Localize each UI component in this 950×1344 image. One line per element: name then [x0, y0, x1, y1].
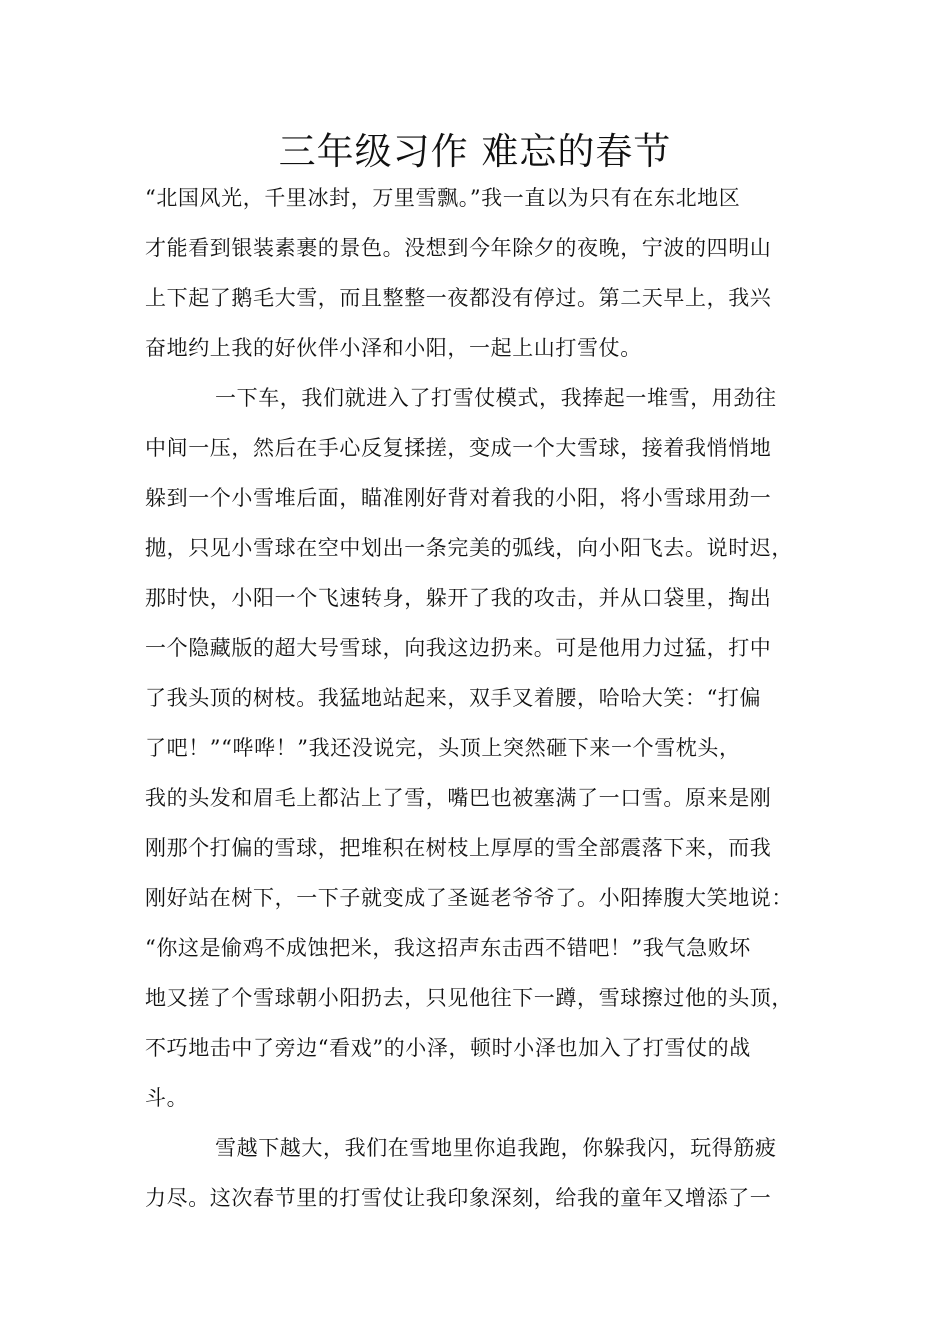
- text-line: 刚那个打偏的雪球，把堆积在树枝上厚厚的雪全部震落下来，而我: [145, 836, 772, 860]
- text-line: 奋地约上我的好伙伴小泽和小阳，一起上山打雪仗。: [145, 336, 642, 360]
- text-line: 那时快，小阳一个飞速转身，躲开了我的攻击，并从口袋里，掏出: [145, 586, 772, 610]
- paragraph-first-line: 一下车，我们就进入了打雪仗模式，我捧起一堆雪，用劲往: [215, 386, 777, 410]
- text-line: 中间一压，然后在手心反复揉搓，变成一个大雪球，接着我悄悄地: [145, 436, 772, 460]
- document-title: 三年级习作 难忘的春节: [278, 130, 672, 173]
- text-line: 斗。: [145, 1086, 189, 1110]
- text-line: 才能看到银装素裹的景色。没想到今年除夕的夜晚，宁波的四明山: [145, 236, 772, 260]
- text-line: 不巧地击中了旁边“看戏”的小泽，顿时小泽也加入了打雪仗的战: [145, 1036, 751, 1060]
- text-line: 地又搓了个雪球朝小阳扔去，只见他往下一蹲，雪球擦过他的头顶，: [145, 986, 793, 1010]
- text-line: 了我头顶的树枝。我猛地站起来，双手叉着腰，哈哈大笑：“打偏: [145, 686, 762, 710]
- text-line: 躲到一个小雪堆后面，瞄准刚好背对着我的小阳，将小雪球用劲一: [145, 486, 772, 510]
- text-line: 力尽。这次春节里的打雪仗让我印象深刻，给我的童年又增添了一: [145, 1186, 772, 1210]
- text-line: “你这是偷鸡不成蚀把米，我这招声东击西不错吧！”我气急败坏: [145, 936, 751, 960]
- text-line: 我的头发和眉毛上都沾上了雪，嘴巴也被塞满了一口雪。原来是刚: [145, 786, 772, 810]
- text-line: 刚好站在树下，一下子就变成了圣诞老爷爷了。小阳捧腹大笑地说：: [145, 886, 793, 910]
- text-line: 上下起了鹅毛大雪，而且整整一夜都没有停过。第二天早上，我兴: [145, 286, 772, 310]
- text-line: 抛，只见小雪球在空中划出一条完美的弧线，向小阳飞去。说时迟，: [145, 536, 793, 560]
- text-line: 一个隐藏版的超大号雪球，向我这边扔来。可是他用力过猛，打中: [145, 636, 772, 660]
- text-line: “北国风光，千里冰封，万里雪飘。”我一直以为只有在东北地区: [145, 186, 741, 210]
- text-line: 了吧！”“哗哗！”我还没说完，头顶上突然砸下来一个雪枕头，: [145, 736, 741, 760]
- paragraph-first-line: 雪越下越大，我们在雪地里你追我跑，你躲我闪，玩得筋疲: [215, 1136, 777, 1160]
